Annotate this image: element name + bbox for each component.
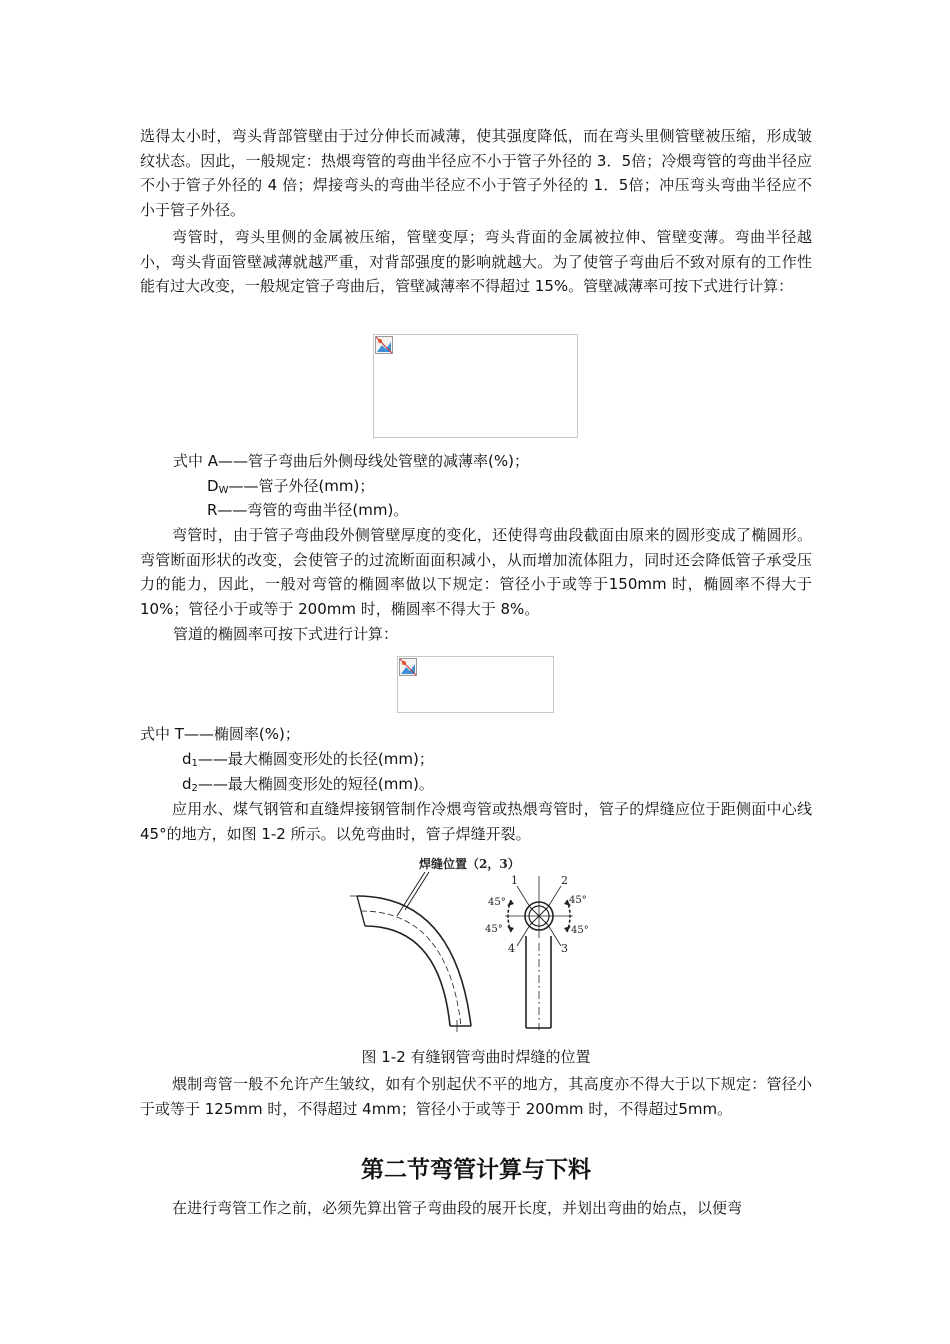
pipe-bend-outer	[357, 896, 471, 1026]
paragraph-wrinkles: 煨制弯管一般不允许产生皱纹，如有个别起伏不平的地方，其高度亦不得大于以下规定：管径小于或等于 125mm 时，不得超过 4mm；管径小于或等于 200mm 时，不得超过5mm。	[140, 1075, 812, 1118]
figure-weld-position-diagram	[345, 848, 605, 1038]
section-heading: 第二节弯管计算与下料	[361, 1157, 591, 1183]
angle-label-top-right: 45°	[569, 895, 587, 906]
angle-label-bottom-left: 45°	[485, 924, 503, 935]
pipe-bend-inner	[365, 926, 450, 1026]
def-long-diameter: $d_1——$最大椭圆变形处的长径(mm)；	[182, 750, 434, 769]
broken-image-icon	[399, 658, 417, 676]
paragraph-bend-calculation: 在进行弯管工作之前，必须先算出管子弯曲段的展开长度，并划出弯曲的始点，以便弯	[172, 1199, 743, 1217]
paragraph-ovality-formula-intro: 管道的椭圆率可按下式进行计算：	[173, 625, 399, 643]
weld-point-3: 3	[561, 942, 568, 955]
formula-image-thinning-rate	[373, 334, 578, 438]
paragraph-ovality: 弯管时，由于管子弯曲段外侧管壁厚度的变化，还使得弯曲段截面由原来的圆形变成了椭圆形。弯管断面形状的改变，会使管子的过流断面面积减小，从而增加流体阻力，同时还会降低管子承受压力的能力，因此，一般对弯管的椭圆率做以下规定：管径小于或等于150mm 时，椭圆率不得大于 10%；管径小于或等于 200mm 时，椭圆率不得大于 8%。	[140, 526, 812, 618]
paragraph-wall-thinning: 弯管时，弯头里侧的金属被压缩，管壁变厚；弯头背面的金属被拉伸、管壁变薄。弯曲半径越小，弯头背面管壁减薄就越严重，对背部强度的影响就越大。为了使管子弯曲后不致对原有的工作性能有过大改变，一般规定管子弯曲后，管壁减薄率不得超过 15%。管壁减薄率可按下式进行计算：	[140, 228, 812, 295]
weld-point-4: 4	[508, 942, 515, 955]
angle-label-bottom-right: 45°	[571, 925, 589, 936]
weld-point-2: 2	[561, 874, 568, 887]
pipe-bend-centerline	[361, 911, 461, 1026]
def-thinning-rate: 式中 A——管子弯曲后外侧母线处管壁的减薄率(%)；	[173, 452, 529, 470]
paragraph-weld-position: 应用水、煤气钢管和直缝焊接钢管制作冷煨弯管或热煨弯管时，管子的焊缝应位于距侧面中心线 45°的地方，如图 1-2 所示。以免弯曲时，管子焊缝开裂。	[140, 800, 812, 843]
angle-label-top-left: 45°	[488, 897, 506, 908]
def-outer-diameter: $D_W——$管子外径(mm)；	[207, 477, 375, 496]
figure-caption: 图 1-2 有缝钢管弯曲时焊缝的位置	[361, 1048, 591, 1066]
formula-image-ovality	[397, 656, 554, 713]
def-ovality: 式中 T——椭圆率(%)；	[140, 725, 300, 743]
weld-point-1: 1	[511, 874, 518, 887]
broken-image-icon	[375, 336, 393, 354]
weld-position-label: 焊缝位置（2，3）	[419, 857, 520, 871]
def-short-diameter: $d_2——$最大椭圆变形处的短径(mm)。	[182, 775, 434, 794]
def-bend-radius: R——弯管的弯曲半径(mm)。	[207, 501, 409, 519]
paragraph-bend-radius: 选得太小时，弯头背部管壁由于过分伸长而减薄，使其强度降低，而在弯头里侧管壁被压缩，形成皱纹状态。因此，一般规定：热煨弯管的弯曲半径应不小于管子外径的 3．5倍；冷煨弯管的弯曲半径应不小于管子外径的 4 倍；焊接弯头的弯曲半径应不小于管子外径的 1．5倍；冲压弯头弯曲半径应不小于管子外径。	[140, 127, 812, 219]
